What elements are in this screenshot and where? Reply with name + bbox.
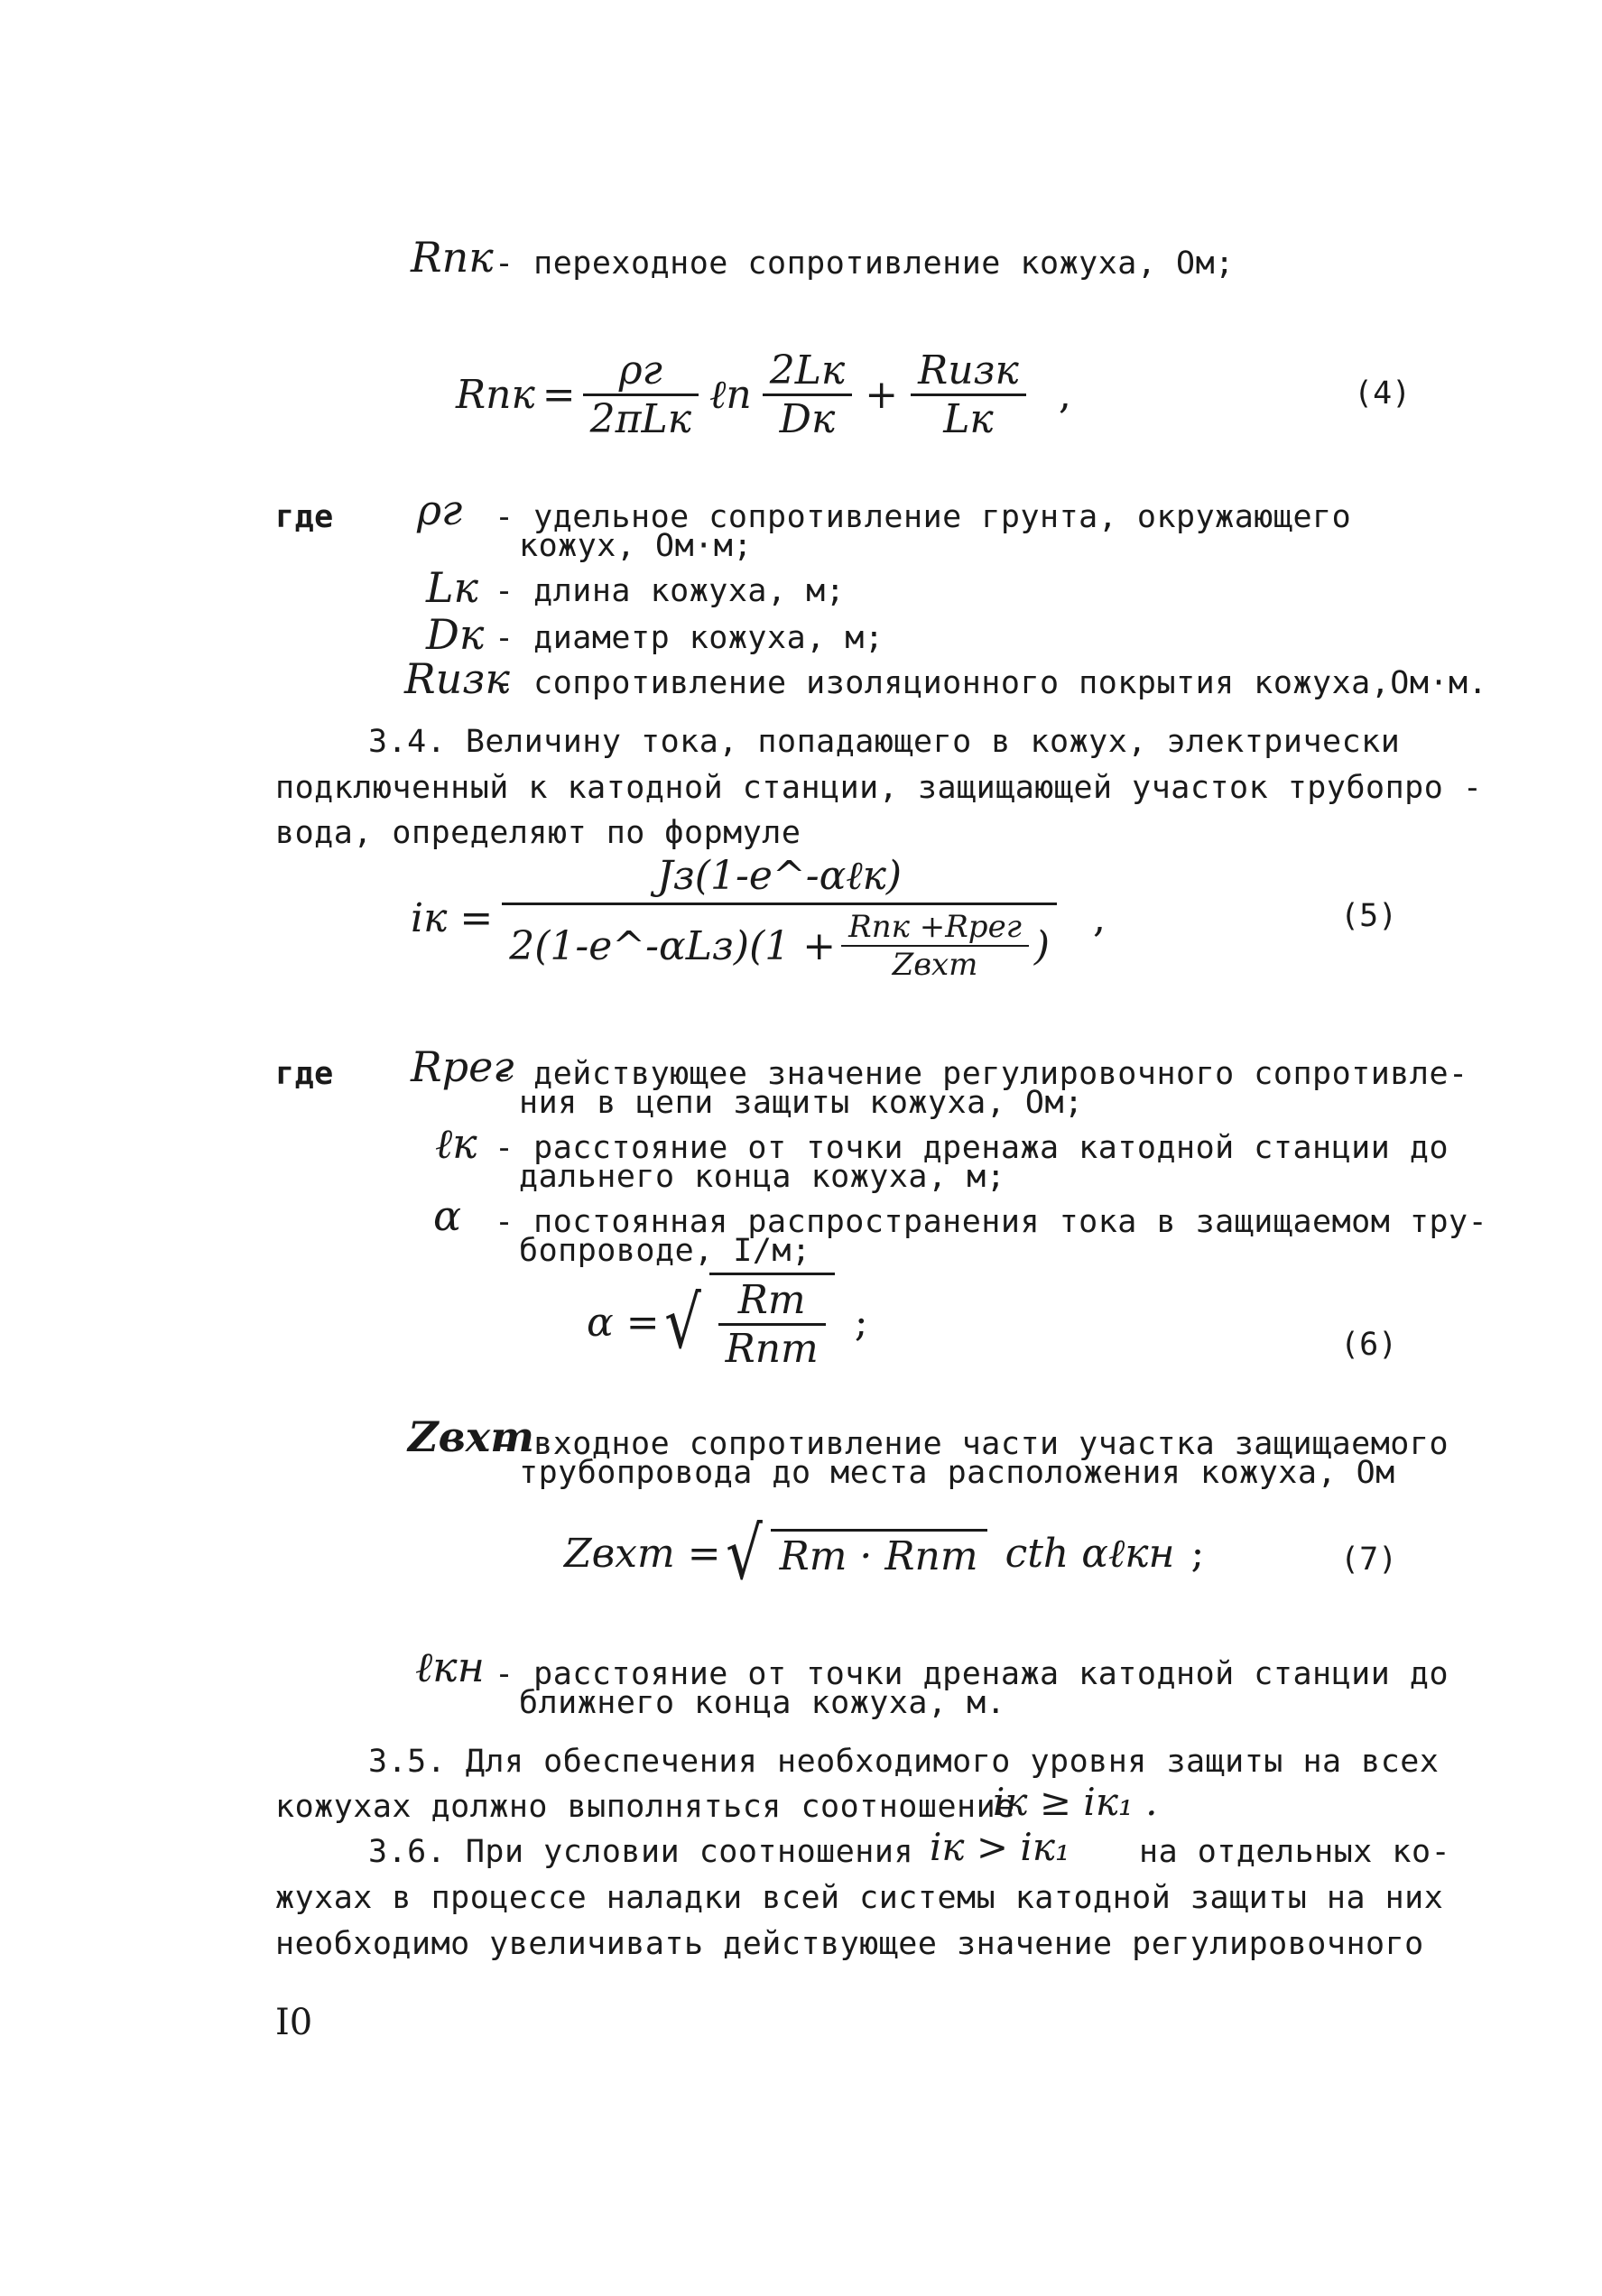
lk-distance-definition-line2: дальнего конца кожуха, м; xyxy=(519,1159,1006,1195)
para-3-6-relation: iк > iк₁ xyxy=(930,1825,1070,1869)
lk-distance-definition-line1: - расстояние от точки дренажа катодной станции до xyxy=(495,1130,1449,1166)
formula-6-frac: $\frac{Rт}{\text{Rпт}}$ xyxy=(718,1277,826,1372)
rizk-definition: - сопротивление изоляционного покрытия кожуха,Ом·м. xyxy=(495,665,1488,701)
lkn-symbol: ℓкн xyxy=(415,1643,485,1691)
formula-4-frac1: $\frac{\rho г}{\text{2πLк}}$ xyxy=(583,347,699,442)
formula-7-tail: ; xyxy=(1190,1531,1205,1577)
formula-5-frac: Jз(1-e^-αℓк) 2(1-e^-αLз)(1 + $\frac{\text{Rпк +Rрег}}{\text{Zвхт}}$ ) xyxy=(502,853,1057,983)
para-3-6-line2: жухах в процессе наладки всей системы катодной защиты на них xyxy=(275,1880,1444,1916)
formula-4-number: (4) xyxy=(1354,375,1412,412)
formula-6 xyxy=(587,1273,868,1372)
rho-definition-line1: - удельное сопротивление грунта, окружающего xyxy=(495,499,1352,535)
formula-5-tail: , xyxy=(1093,894,1107,941)
formula-7-number: (7) xyxy=(1340,1541,1398,1578)
formula-6-radical: √ xyxy=(663,1280,701,1365)
para-3-4-line3: вода, определяют по формуле xyxy=(275,815,801,851)
formula-5 xyxy=(411,853,1106,983)
alpha-definition-line1: - постоянная распространения тока в защищаемом тру- xyxy=(495,1204,1488,1240)
formula-6-number: (6) xyxy=(1340,1327,1398,1363)
para-3-5-relation: iк ≥ iк₁ . xyxy=(993,1780,1158,1824)
page-number: I0 xyxy=(275,2002,313,2043)
formula-4-eq: = xyxy=(542,371,576,418)
para-3-6-line1b: на отдельных ко- xyxy=(1139,1834,1451,1870)
rreg-symbol: Rрег xyxy=(411,1042,514,1091)
lk-definition: - длина кожуха, м; xyxy=(495,573,846,609)
alpha-symbol: α xyxy=(433,1191,462,1240)
lkn-definition-line1: - расстояние от точки дренажа катодной станции до xyxy=(495,1656,1449,1692)
formula-7-radical: √ xyxy=(725,1512,763,1596)
formula-4-ln: ℓn xyxy=(709,371,752,418)
formula-7-lhs: Zвхт = xyxy=(564,1531,721,1577)
lk-symbol: Lк xyxy=(426,563,479,612)
formula-4-frac3: $\frac{\text{Rизк}}{Lк}$ xyxy=(911,347,1026,442)
para-3-6-line3: необходимо увеличивать действующее значение регулировочного xyxy=(275,1926,1424,1962)
where-label-1: где xyxy=(275,499,334,535)
zvxt-definition-line1: - входное сопротивление части участка защищаемого xyxy=(495,1426,1449,1462)
formula-4-lhs: Rпк xyxy=(456,371,535,418)
dk-definition: - диаметр кожуха, м; xyxy=(495,620,884,656)
formula-4-tail: , xyxy=(1058,371,1071,418)
para-3-4-line2: подключенный к катодной станции, защищающей участок трубопро - xyxy=(275,770,1483,806)
zvxt-symbol: Zвхт xyxy=(408,1412,534,1461)
dk-symbol: Dк xyxy=(426,610,485,659)
para-3-5-line2: кожухах должно выполняться соотношение xyxy=(275,1789,1015,1825)
formula-7-radicand: Rт · Rпт xyxy=(771,1529,987,1579)
formula-4-frac2: $\frac{2Lк}{Dк}$ xyxy=(763,347,853,442)
formula-5-lhs: iк = xyxy=(411,894,494,941)
rreg-definition-line2: ния в цепи защиты кожуха, Ом; xyxy=(519,1085,1084,1121)
rpk-definition: - переходное сопротивление кожуха, Ом; xyxy=(495,245,1235,282)
zvxt-definition-line2: трубопровода до места расположения кожуха, Ом xyxy=(519,1455,1395,1491)
formula-7 xyxy=(564,1512,1204,1596)
lk-distance-symbol: ℓк xyxy=(435,1119,477,1168)
formula-4 xyxy=(456,336,1071,453)
para-3-6-line1a: 3.6. При условии соотношения xyxy=(368,1834,914,1870)
rho-definition-line2: кожух, Ом·м; xyxy=(519,528,753,564)
rho-symbol: ρг xyxy=(417,486,463,534)
formula-7-rest: cth αℓкн xyxy=(1005,1531,1175,1577)
formula-4-plus: + xyxy=(865,371,899,418)
rreg-definition-line1: - действующее значение регулировочного сопротивле- xyxy=(495,1056,1468,1092)
rpk-symbol: Rпк xyxy=(411,233,494,282)
formula-5-number: (5) xyxy=(1340,898,1398,934)
para-3-4-line1: 3.4. Величину тока, попадающего в кожух, электрически xyxy=(368,724,1401,760)
formula-6-tail: ; xyxy=(854,1299,868,1346)
rizk-symbol: Rизк xyxy=(404,654,510,703)
formula-6-lhs: α = xyxy=(587,1299,660,1346)
para-3-5-line1: 3.5. Для обеспечения необходимого уровня защиты на всех xyxy=(368,1744,1440,1780)
alpha-definition-line2: бопроводе, I/м; xyxy=(519,1233,811,1269)
where-label-2: где xyxy=(275,1056,334,1092)
lkn-definition-line2: ближнего конца кожуха, м. xyxy=(519,1685,1006,1721)
